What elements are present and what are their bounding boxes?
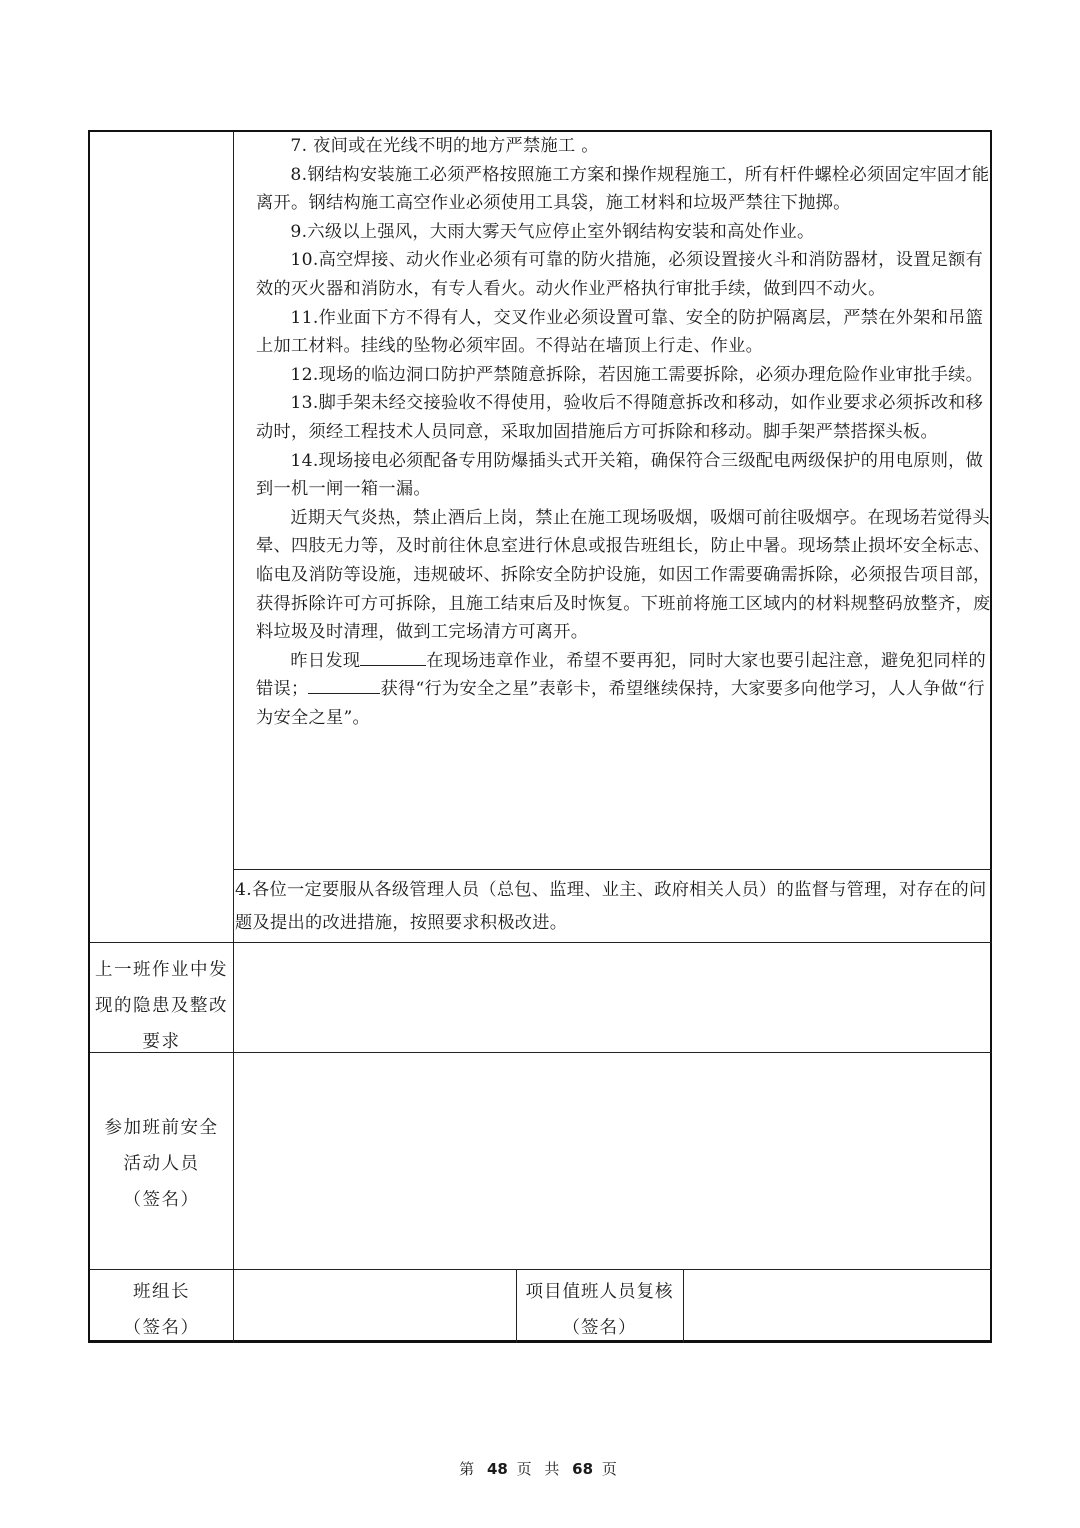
hazards-label (90, 952, 233, 1060)
safety-rules-text (256, 132, 998, 732)
team-leader-label-line1: 班组长 (133, 1282, 190, 1302)
star-name-blank[interactable] (308, 675, 380, 694)
participants-label (90, 1110, 233, 1218)
safety-form-table (88, 130, 992, 1343)
rule-11: 11.作业面下方不得有人，交叉作业必须设置可靠、安全的防护隔离层，严禁在外架和吊篮上加工材料。挂线的坠物必须牢固。不得站在墙顶上行走、作业。 (256, 307, 984, 357)
footer-mid: 页 共 (516, 1460, 564, 1478)
footer-prefix: 第 (459, 1460, 479, 1478)
rule-14: 14.现场接电必须配备专用防爆插头式开关箱，确保符合三级配电两级保护的用电原则，做到一机一闸一箱一漏。 (256, 450, 984, 500)
participants-label-line1: 参加班前安全 (104, 1118, 219, 1138)
violation-notice (256, 647, 998, 733)
page-footer (0, 1458, 1080, 1479)
notice-part2: 在现场违章作业，希望不要再犯，同时大家也要引起注意，避免犯同样的错误； (256, 650, 986, 700)
team-leader-label (90, 1274, 233, 1346)
row-divider (233, 869, 992, 870)
team-leader-label-line2: （签名） (123, 1318, 200, 1338)
team-leader-signature-cell[interactable] (234, 1270, 516, 1343)
rule-7: 7. 夜间或在光线不明的地方严禁施工 。 (290, 136, 599, 156)
participants-signature-cell[interactable] (234, 1053, 992, 1269)
hazards-label-text: 上一班作业中发现的隐患及整改要求 (95, 960, 228, 1052)
rule-8: 8.钢结构安装施工必须严格按照施工方案和操作规程施工，所有杆件螺栓必须固定牢固才能离开。钢结构施工高空作业必须使用工具袋，施工材料和垃圾严禁往下抛掷。 (256, 164, 990, 214)
footer-page-number: 48 (486, 1460, 508, 1478)
rule-9: 9.六级以上强风，大雨大雾天气应停止室外钢结构安装和高处作业。 (290, 221, 815, 242)
violator-name-blank[interactable] (360, 647, 426, 666)
footer-total-pages: 68 (572, 1460, 594, 1478)
item-4-text: 4.各位一定要服从各级管理人员（总包、监理、业主、政府相关人员）的监督与管理，对存在的问题及提出的改进措施，按照要求积极改进。 (235, 880, 987, 933)
notice-part1: 昨日发现 (290, 650, 361, 671)
rule-10: 10.高空焊接、动火作业必须有可靠的防火措施，必须设置接火斗和消防器材，设置足额有效的灭火器和消防水，有专人看火。动火作业严格执行审批手续，做到四不动火。 (256, 250, 984, 299)
footer-suffix: 页 (601, 1460, 621, 1478)
notice-part3: 获得“行为安全之星”表彰卡，希望继续保持，大家要多向他学习，人人争做“行为安全之星”。 (256, 679, 985, 728)
participants-label-line3: （签名） (123, 1190, 200, 1210)
hazards-input-cell[interactable] (234, 943, 992, 1052)
review-signature-cell[interactable] (684, 1270, 992, 1343)
heat-notice: 近期天气炎热，禁止酒后上岗，禁止在施工现场吸烟，吸烟可前往吸烟亭。在现场若觉得头晕、四肢无力等，及时前往休息室进行休息或报告班组长，防止中暑。现场禁止损坏安全标志、临电及消防等设施，违规破坏、拆除安全防护设施，如因工作需要确需拆除，必须报告项目部，获得拆除许可方可拆除，且施工结束后及时恢复。下班前将施工区域内的材料规整码放整齐，废料垃圾及时清理，做到工完场清方可离开。 (256, 507, 991, 643)
review-label-line1: 项目值班人员复核 (525, 1282, 674, 1302)
review-label (516, 1274, 683, 1346)
rule-12: 12.现场的临边洞口防护严禁随意拆除，若因施工需要拆除，必须办理危险作业审批手续。 (290, 364, 984, 385)
participants-label-line2: 活动人员 (123, 1154, 200, 1174)
review-label-line2: （签名） (562, 1318, 637, 1338)
rule-13: 13.脚手架未经交接验收不得使用，验收后不得随意拆改和移动，如作业要求必须拆改和移动时，须经工程技术人员同意，采取加固措施后方可拆除和移动。脚手架严禁搭探头板。 (256, 393, 984, 442)
